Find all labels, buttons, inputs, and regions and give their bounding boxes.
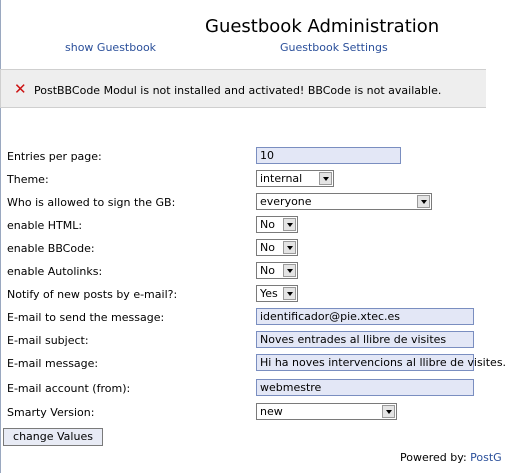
email-to-label: E-mail to send the message: [7,311,165,324]
chevron-down-icon[interactable] [283,241,296,254]
email-account-input[interactable]: webmestre [256,379,474,396]
chevron-down-icon[interactable] [319,172,332,185]
alert-box [0,69,486,108]
theme-select[interactable] [256,170,334,187]
email-message-label: E-mail message: [7,357,99,370]
email-account-label: E-mail account (from): [7,382,131,395]
chevron-down-icon[interactable] [417,195,430,208]
who-allowed-label: Who is allowed to sign the GB: [7,196,176,209]
smarty-version-value: new [260,405,283,418]
enable-autolinks-value: No [260,264,275,277]
entries-per-page-input[interactable]: 10 [256,147,401,164]
chevron-down-icon[interactable] [283,287,296,300]
show-guestbook-link[interactable]: show Guestbook [65,41,157,54]
who-allowed-select[interactable] [256,193,432,210]
enable-autolinks-select[interactable] [256,262,298,279]
notify-email-label: Notify of new posts by e-mail?: [7,288,178,301]
smarty-version-label: Smarty Version: [7,406,95,419]
error-x-icon: ✕ [14,80,27,98]
guestbook-settings-link[interactable]: Guestbook Settings [280,41,388,54]
theme-label: Theme: [7,173,49,186]
page-title: Guestbook Administration [205,16,440,37]
chevron-down-icon[interactable] [283,218,296,231]
powered-by-label: Powered by: [400,451,467,464]
enable-autolinks-label: enable Autolinks: [7,265,103,278]
who-allowed-value: everyone [260,195,312,208]
notify-email-value: Yes [260,287,278,300]
enable-html-select[interactable] [256,216,298,233]
smarty-version-select[interactable] [256,403,397,420]
enable-bbcode-label: enable BBCode: [7,242,95,255]
alert-message: PostBBCode Modul is not installed and activated! BBCode is not available. [34,84,442,97]
powered-by [400,451,502,464]
email-subject-input[interactable]: Noves entrades al llibre de visites [256,331,474,348]
entries-per-page-label: Entries per page: [7,150,102,163]
theme-value: internal [260,172,303,185]
enable-bbcode-value: No [260,241,275,254]
enable-html-label: enable HTML: [7,219,83,232]
chevron-down-icon[interactable] [382,405,395,418]
enable-html-value: No [260,218,275,231]
change-values-button[interactable]: change Values [3,428,103,446]
chevron-down-icon[interactable] [283,264,296,277]
enable-bbcode-select[interactable] [256,239,298,256]
email-subject-label: E-mail subject: [7,334,89,347]
powered-by-link[interactable]: PostG [470,451,502,464]
email-to-input[interactable]: identificador@pie.xtec.es [256,308,474,325]
notify-email-select[interactable] [256,285,298,302]
email-message-input[interactable]: Hi ha noves intervencions al llibre de visites. [256,354,474,371]
